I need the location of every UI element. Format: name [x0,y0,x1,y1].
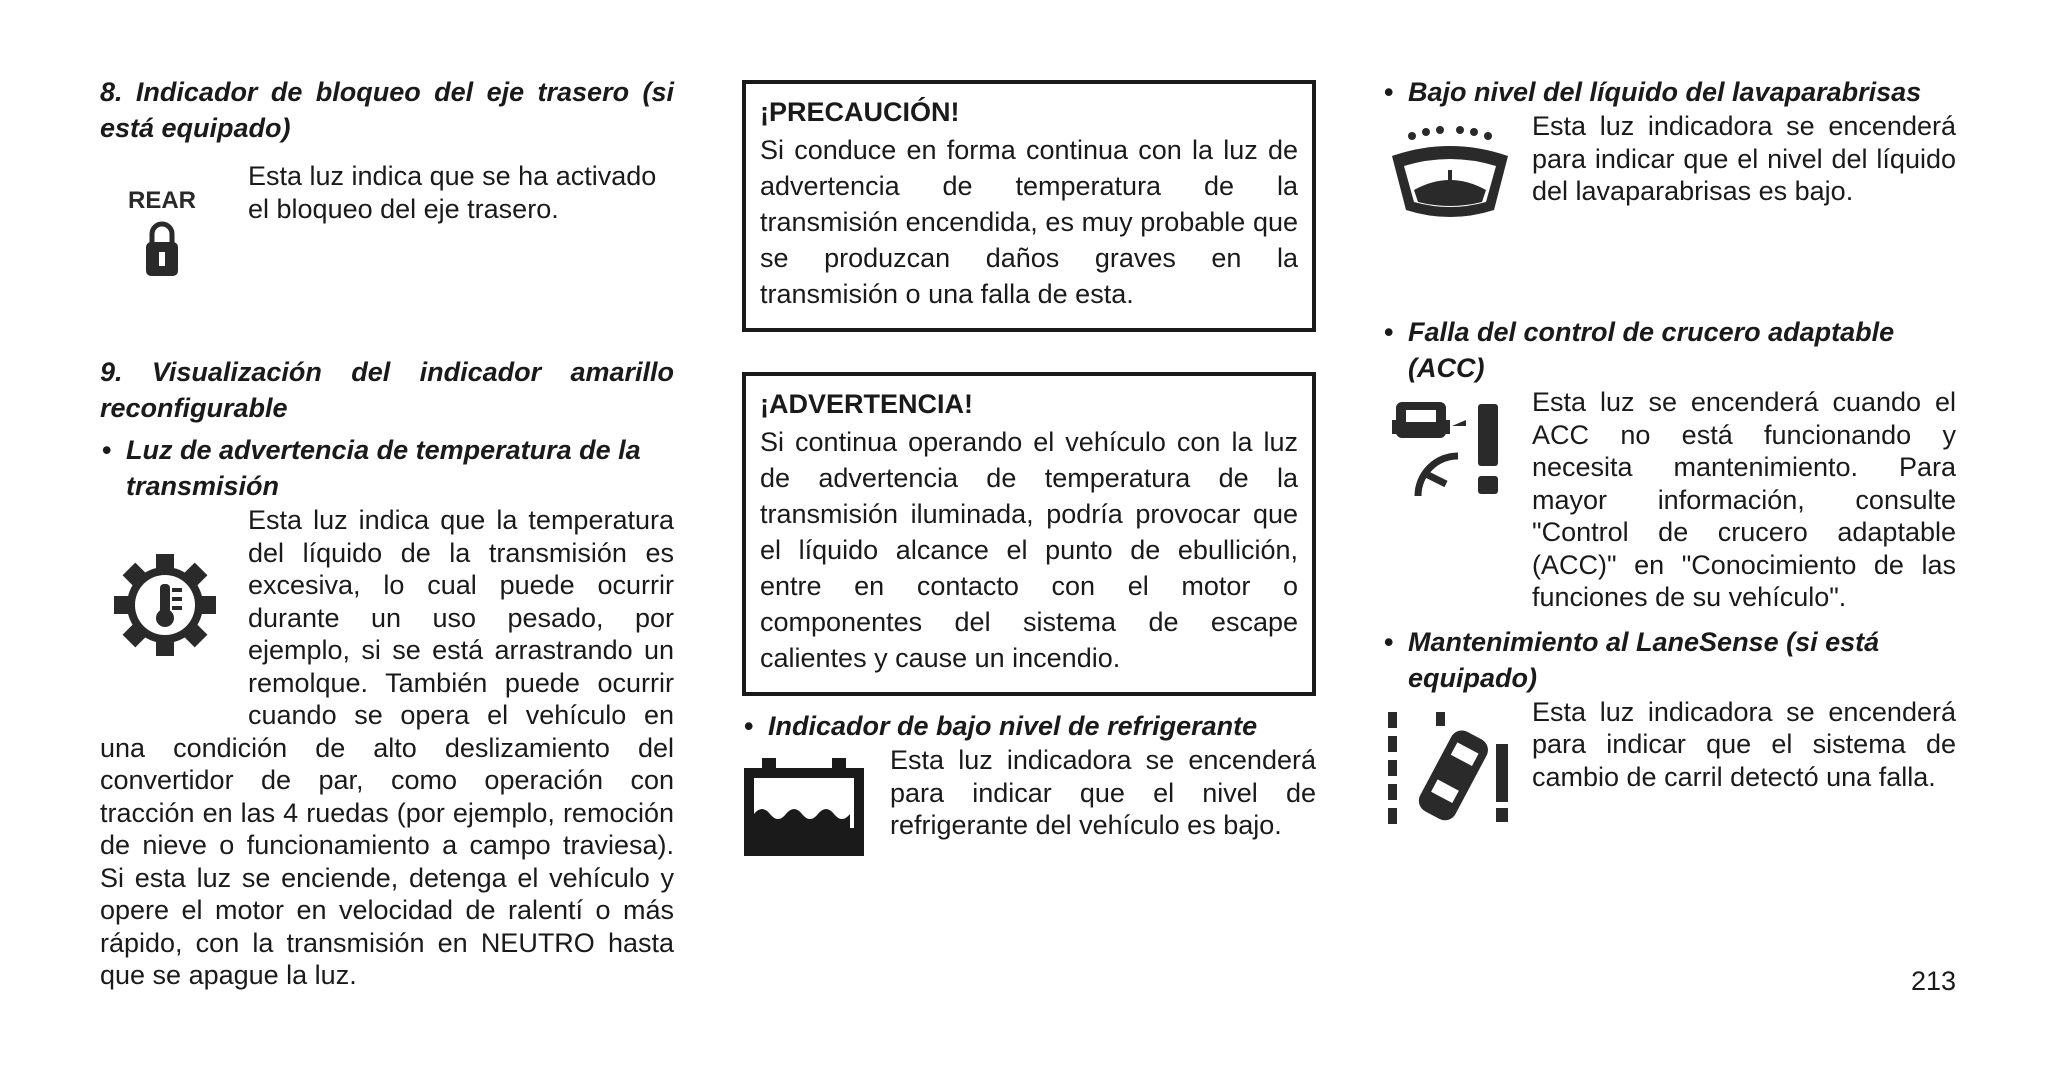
low-coolant-icon [742,758,866,858]
bullet-coolant-label: Indicador de bajo nivel de refrigerante [768,711,1258,741]
bullet-dot: • [744,711,754,741]
bullet-trans-temp-label: Luz de advertencia de temperatura de la transmisión [126,435,641,501]
lane-body: Esta luz indicadora se encenderá para indicar que el sistema de cambio de carril detectó una falla. [1532,696,1956,792]
trans-temp-body-rest: cuando se opera el vehículo en una condición de alto deslizamiento del convertidor de par, como operación con tracción en las 4 ruedas (por ejemplo, remoción de nieve o funcionamiento a campo traviesa). Si esta luz se enciende, detenga el vehículo y opere el motor en velocidad de ralentí o más rápido, con la transmisión en NEUTRO hasta que se apague la luz. [100,700,674,990]
rear-axle-lock-icon [100,168,230,298]
rear-axle-block [100,160,674,300]
section-8-body: Esta luz indica que se ha activado el bloqueo del eje trasero. [248,161,657,224]
acc-body-wrapped: Esta luz se encenderá cuando el ACC no está funcionando y necesita mantenimiento. Para mayor información, consulte "Control de crucero adaptable (ACC)" en "Conocimiento de las funciones de su [1532,387,1956,612]
bullet-washer [1382,74,1956,110]
warning-title: ¡ADVERTENCIA! [760,389,973,419]
page-number: 213 [1910,966,1956,996]
bullet-dot: • [1384,626,1394,657]
warning-body: Si continua operando el vehículo con la luz de advertencia de temperatura de la transmisión iluminada, podría provocar que el líquido alcance el punto de ebullición, entre en contacto con el motor o componentes del sistema de escape calientes y cause un incendio. [760,427,1298,673]
coolant-body: Esta luz indicadora se encenderá para indicar que el nivel de refrigerante del vehículo es bajo. [890,745,1316,840]
trans-temp-text [100,504,674,992]
section-9-title: 9. Visualización del indicador amarillo reconfigurable [100,357,674,423]
acc-fault-icon [1382,386,1532,582]
bullet-lane-label: Mantenimiento al LaneSense (si está equipado) [1408,626,1880,693]
caution-title: ¡PRECAUCIÓN! [760,97,960,127]
acc-body-rest: vehículo". [1728,582,1847,612]
lanesense-fault-icon [1382,708,1512,828]
bullet-lane [1382,624,1956,696]
section-8-title: 8. Indicador de bloqueo del eje trasero (si está equipado) [100,77,674,143]
acc-text [1382,386,1956,614]
bullet-dot: • [1384,317,1394,347]
washer-body: Esta luz indicadora se encenderá para indicar que el nivel del líquido del lavaparabrisas es bajo. [1532,111,1956,206]
coolant-block [742,744,1316,874]
washer-block [1382,110,1956,250]
bullet-coolant [742,708,1316,744]
rear-icon-label: REAR [127,187,197,214]
bullet-dot: • [102,435,112,465]
bullet-washer-label: Bajo nivel del líquido del lavaparabrisas [1408,77,1922,107]
washer-fluid-icon [1382,126,1518,236]
trans-temp-body-wrapped: Esta luz indica que la temperatura del líquido de la transmisión es excesiva, lo cual puede ocurrir durante un uso pesado, por ejemplo, si se está arrastrando un remolque. También puede ocurrir [248,505,674,698]
caution-body: Si conduce en forma continua con la luz de advertencia de temperatura de la transmisión encendida, es muy probable que se produzcan daños graves en la transmisión o una falla de esta. [760,135,1298,309]
caution-box [742,80,1316,332]
bullet-dot: • [1384,77,1394,107]
bullet-acc [1382,314,1956,386]
transmission-temperature-icon [100,504,248,718]
column-middle [742,80,1316,874]
bullet-acc-label: Falla del control de crucero adaptable (ACC) [1408,317,1895,383]
bullet-trans-temp [100,432,674,504]
column-right [1382,74,1956,836]
warning-box [742,372,1316,696]
lane-block [1382,696,1956,836]
column-left [100,74,674,992]
